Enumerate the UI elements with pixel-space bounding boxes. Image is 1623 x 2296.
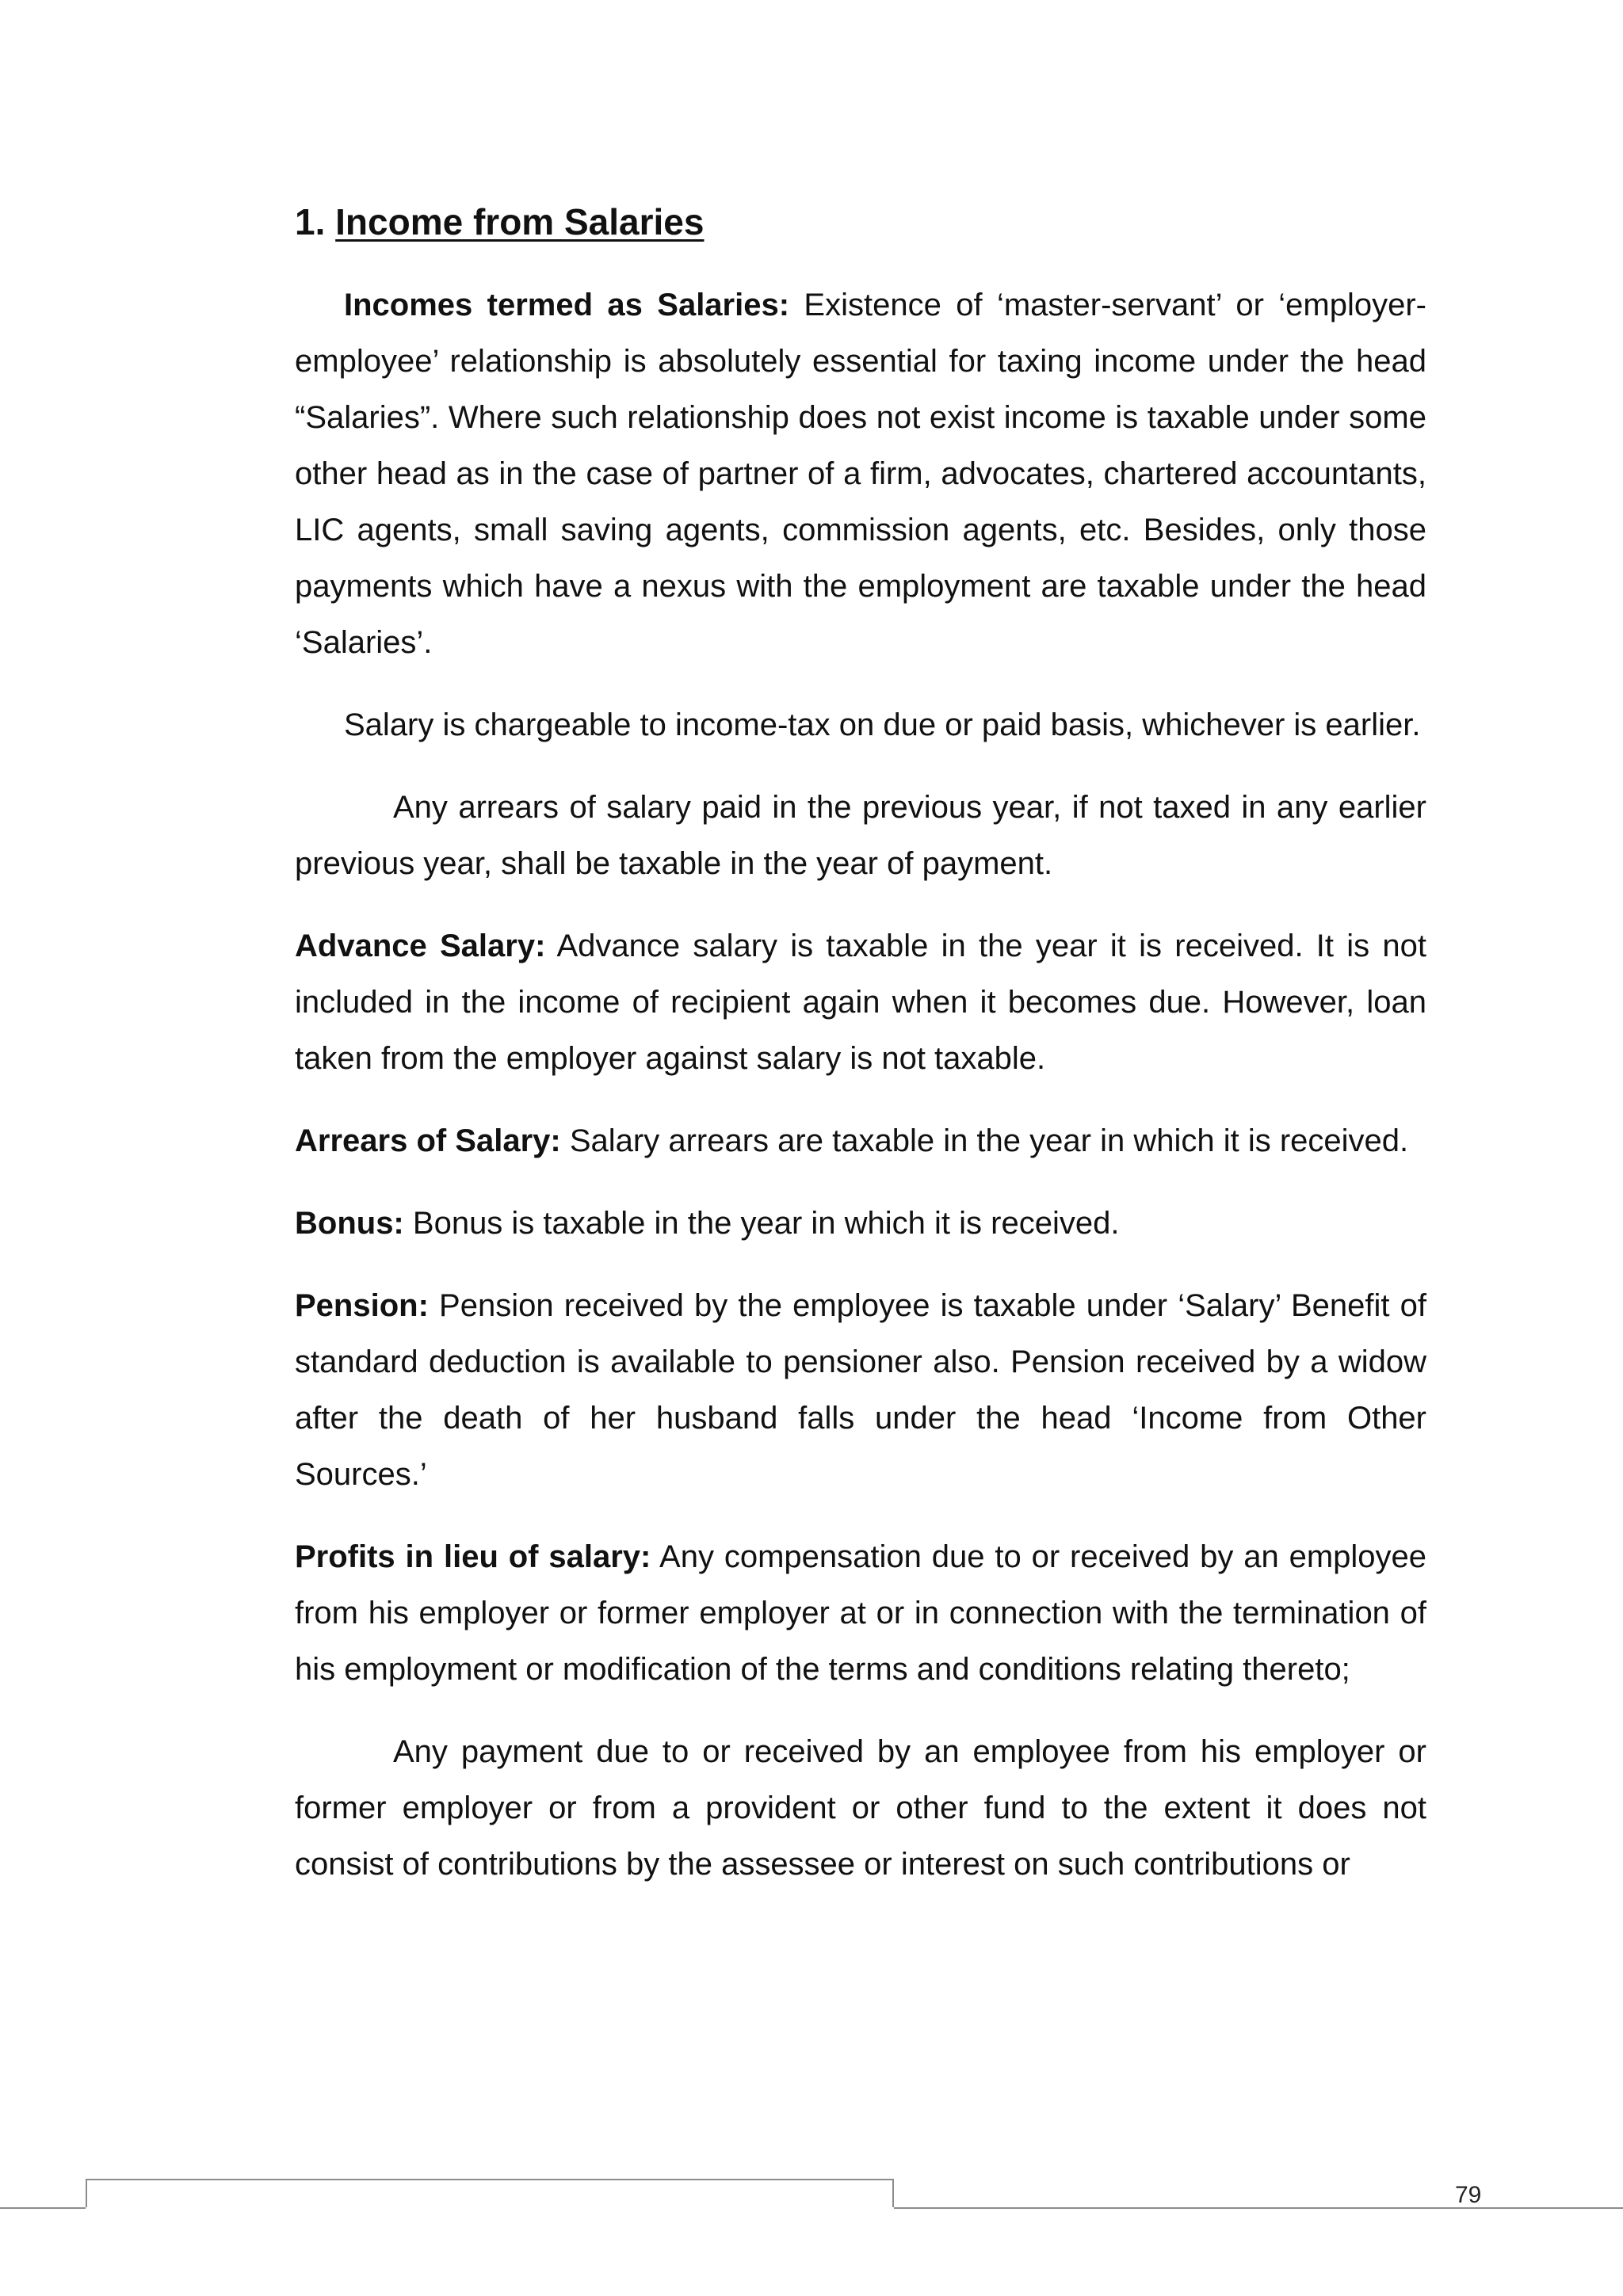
paragraph-arrears-of-salary xyxy=(295,1113,1426,1169)
page-number: 79 xyxy=(1455,2182,1482,2208)
paragraph-text: Salary is chargeable to income-tax on due or paid basis, whichever is earlier. xyxy=(344,707,1421,742)
section-number: 1. xyxy=(295,201,326,242)
paragraph-text: Any arrears of salary paid in the previous year, if not taxed in any earlier previous year, shall be taxable in the year of payment. xyxy=(295,790,1426,881)
paragraph-chargeable xyxy=(295,697,1426,753)
paragraph-text: Advance salary is taxable in the year it is received. It is not included in the income of recipient again when it becomes due. However, loan taken from the employer against salary is not taxable. xyxy=(295,929,1426,1076)
paragraph-pension xyxy=(295,1278,1426,1503)
paragraph-profits-in-lieu xyxy=(295,1529,1426,1698)
paragraph-text: Any compensation due to or received by an employee from his employer or former employer at or in connection with the termination of his employment or modification of the terms and conditions relating thereto; xyxy=(295,1539,1427,1687)
paragraph-advance-salary xyxy=(295,918,1426,1087)
term-label: Pension: xyxy=(295,1288,429,1323)
footer-frame xyxy=(86,2179,894,2207)
footer-rule-left xyxy=(0,2207,86,2209)
paragraph-bonus xyxy=(295,1196,1426,1252)
term-label: Arrears of Salary: xyxy=(295,1123,561,1158)
term-label: Profits in lieu of salary: xyxy=(295,1539,651,1574)
term-label: Incomes termed as Salaries: xyxy=(344,288,790,322)
paragraph-text: Bonus is taxable in the year in which it is received. xyxy=(412,1206,1120,1241)
paragraph-text: Existence of ‘master-servant’ or ‘employer-employee’ relationship is absolutely essential for taxing income under the head “Salaries”. Where such relationship does not exist income is taxable under some other head as in the case of partner of a firm, advocates, chartered accountants, LIC agents, small saving agents, commission agents, etc. Besides, only those payments which have a nexus with the employment are taxable under the head ‘Salaries’. xyxy=(295,288,1426,660)
paragraph-text: Salary arrears are taxable in the year in which it is received. xyxy=(569,1123,1409,1158)
paragraph-text: Any payment due to or received by an employee from his employer or former employer or from a provident or other fund to the extent it does not consist of contributions by the assessee or interest on such contributions or xyxy=(295,1734,1426,1882)
page-content xyxy=(295,182,1426,1893)
paragraph-text: Pension received by the employee is taxable under ‘Salary’ Benefit of standard deduction is available to pensioner also. Pension received by a widow after the death of her husband falls under the head ‘Income from Other Sources.’ xyxy=(295,1288,1426,1492)
footer-rule-right xyxy=(894,2207,1623,2209)
term-label: Bonus: xyxy=(295,1206,404,1241)
paragraph-any-payment xyxy=(295,1724,1426,1893)
paragraph-incomes-termed xyxy=(295,277,1426,671)
paragraph-arrears-paid xyxy=(295,780,1426,892)
section-title: Income from Salaries xyxy=(335,201,705,242)
section-heading xyxy=(295,200,1426,244)
term-label: Advance Salary: xyxy=(295,929,546,963)
